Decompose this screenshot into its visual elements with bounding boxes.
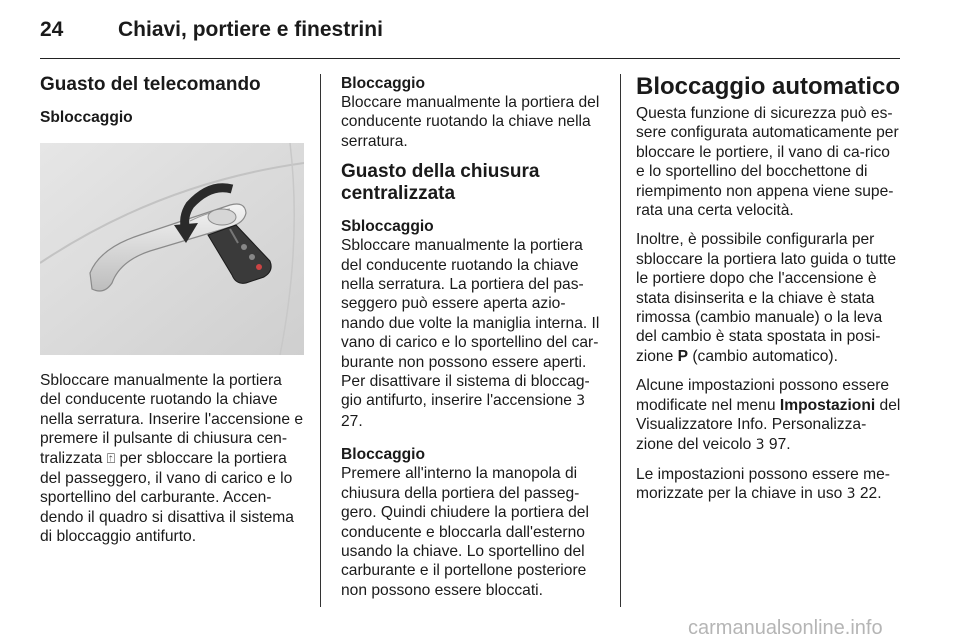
page-ref-icon: 3 <box>755 436 765 453</box>
paragraph-auto-lock-3: Alcune impostazioni possono essere modificate nel menu Impostazioni del Visualizzatore Info. Personalizza-zione del veicolo 3 97. <box>636 377 901 453</box>
page-header <box>40 14 900 50</box>
column-1 <box>40 74 304 557</box>
paragraph-auto-lock-1: Questa funzione di sicurezza può es-sere configurata automaticamente per bloccare le portiere, il vano di ca-rico e lo sportellino del bocchettone di riempimento non appena viene supe-rata una certa velocità. <box>636 105 899 220</box>
paragraph-lock-central: Premere all'interno la manopola di chiusura della portiera del passeg-gero. Quindi chiudere la portiera del conducente e bloccarla dall'esterno usando la chiave. Lo sportellino del carburante e il portellone posteriore non possono essere bloccati. <box>341 465 589 599</box>
footer-watermark: carmanualsonline.info <box>688 617 883 639</box>
section-title-remote-failure: Guasto del telecomando <box>40 74 261 95</box>
paragraph-lock-remote: Bloccare manualmente la portiera del conducente ruotando la chiave nella serratura. <box>341 94 600 150</box>
subheading-lock-2: Bloccaggio <box>341 446 426 464</box>
column-3 <box>636 74 902 515</box>
paragraph-unlock-central: Sbloccare manualmente la portiera del conducente ruotando la chiave nella serratura. La portiera del pas-seggero può essere aperta azio-nando due volte la maniglia interna. Il vano di carico e lo sportellino del car-burante non possono essere aperti. Per disattivare il sistema di bloccag-gio antifurto, inserire l'accensione 3 27. <box>341 237 600 430</box>
page-ref-icon: 3 <box>846 486 856 503</box>
page-number: 24 <box>40 18 64 41</box>
column-divider-1 <box>320 74 321 607</box>
header-divider <box>40 58 900 59</box>
door-handle-illustration <box>40 143 304 355</box>
chapter-title: Chiavi, portiere e finestrini <box>118 18 383 41</box>
subheading-unlock-2: Sbloccaggio <box>341 218 434 236</box>
paragraph-auto-lock-4: Le impostazioni possono essere me-morizzate per la chiave in uso 3 22. <box>636 465 890 503</box>
paragraph-unlock-remote: Sbloccare manualmente la portiera del conducente ruotando la chiave nella serratura. Inserire l'accensione e premere il pulsante di chiusura cen-tralizzata ⍐ per sbloccare la portiera del passeggero, il vano di carico e lo sportellino del carburante. Accen-dendo il quadro si disattiva il sistema di bloccaggio antifurto. <box>40 372 304 546</box>
central-lock-button-icon: ⍐ <box>106 450 116 467</box>
paragraph-auto-lock-2: Inoltre, è possibile configurarla per sbloccare la portiera lato guida o tutte le portiere dopo che l'accensione è stata disinserita e la chiave è stata rimossa (cambio manuale) o la leva del cambio è stata spostata in posi-zione P (cambio automatico). <box>636 231 897 365</box>
section-title-auto-lock: Bloccaggio automatico <box>636 73 901 100</box>
subheading-unlock: Sbloccaggio <box>40 109 133 126</box>
column-divider-2 <box>620 74 621 607</box>
column-2 <box>341 74 605 610</box>
section-title-central-lock-failure: Guasto della chiusura centralizzata <box>341 161 540 205</box>
page-ref-icon: 3 <box>576 393 586 410</box>
subheading-lock: Bloccaggio <box>341 75 426 92</box>
